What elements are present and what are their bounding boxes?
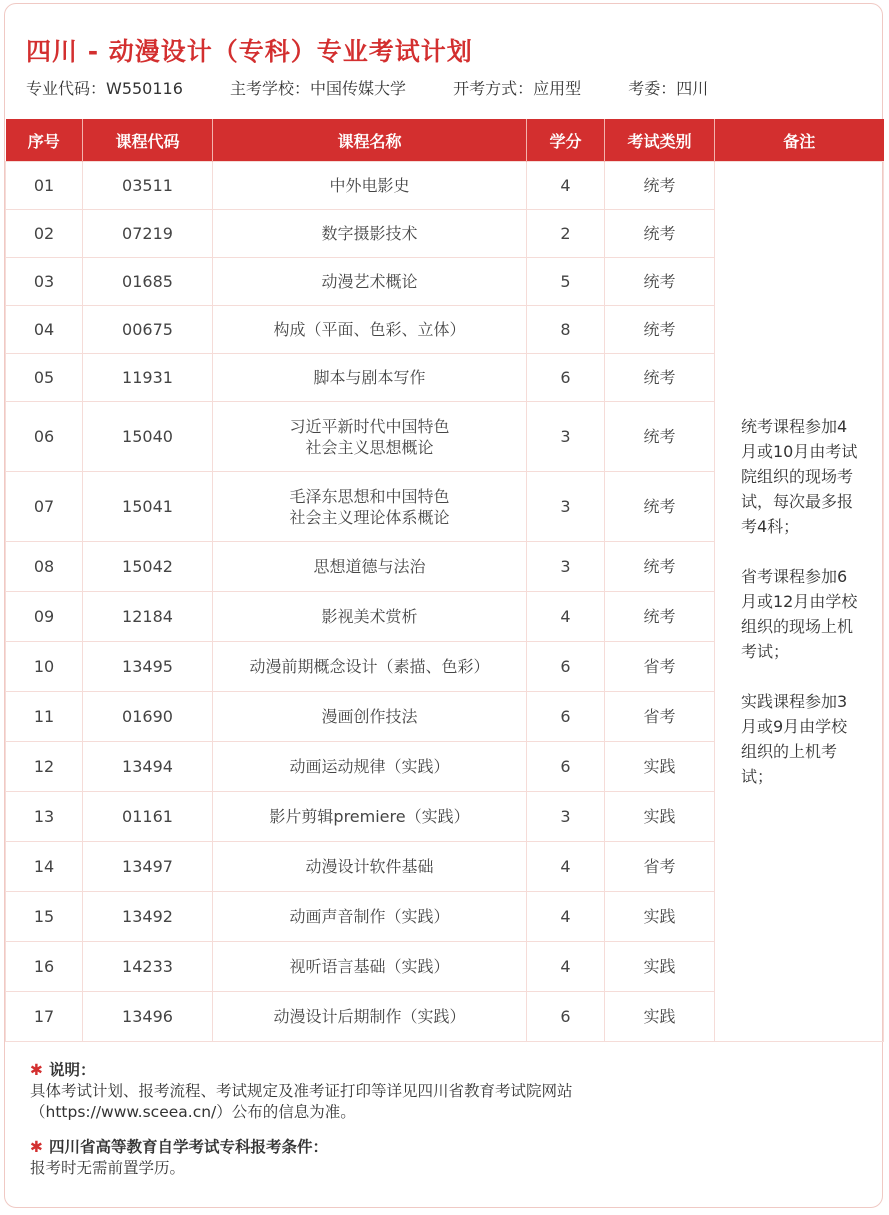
cell-type: 统考: [605, 306, 715, 354]
course-name: 漫画创作技法: [321, 707, 418, 726]
col-header-type: 考试类别: [605, 119, 715, 162]
course-name: 习近平新时代中国特色: [289, 416, 450, 436]
explanation-text-2: （https://www.sceea.cn/）公布的信息为准。: [30, 1103, 356, 1121]
host-school: 主考学校：中国传媒大学: [230, 79, 407, 98]
cell-type: 实践: [605, 892, 715, 942]
exam-mode: 开考方式：应用型: [453, 79, 582, 98]
cell-no: 11: [6, 692, 83, 742]
course-name: 毛泽东思想和中国特色: [289, 486, 450, 506]
cell-code: 13492: [83, 892, 213, 942]
col-header-no: 序号: [6, 119, 83, 162]
footer-notes: [30, 1060, 860, 1179]
star-icon: ✱: [30, 1061, 43, 1079]
cell-code: 07219: [83, 210, 213, 258]
cell-no: 06: [6, 402, 83, 472]
cell-type: 实践: [605, 792, 715, 842]
cell-no: 14: [6, 842, 83, 892]
cell-credit: 6: [527, 992, 605, 1042]
cell-type: 统考: [605, 210, 715, 258]
cell-name: [213, 642, 527, 692]
cell-credit: 3: [527, 472, 605, 542]
cell-credit: 6: [527, 354, 605, 402]
cell-credit: 2: [527, 210, 605, 258]
cell-code: 13496: [83, 992, 213, 1042]
col-header-note: 备注: [715, 119, 884, 162]
cell-type: 实践: [605, 742, 715, 792]
cell-type: 省考: [605, 642, 715, 692]
cell-credit: 6: [527, 692, 605, 742]
cell-type: 统考: [605, 258, 715, 306]
cell-no: 10: [6, 642, 83, 692]
exam-committee: 考委：四川: [628, 79, 709, 98]
course-name-line2: 社会主义思想概论: [305, 437, 434, 457]
cell-name: [213, 992, 527, 1042]
cell-code: 01690: [83, 692, 213, 742]
cell-no: 15: [6, 892, 83, 942]
cell-credit: 3: [527, 402, 605, 472]
cell-type: 实践: [605, 992, 715, 1042]
cell-no: 16: [6, 942, 83, 992]
cell-credit: 8: [527, 306, 605, 354]
cell-name: [213, 210, 527, 258]
cell-credit: 6: [527, 642, 605, 692]
remarks-cell: [715, 162, 884, 1042]
cell-credit: 4: [527, 842, 605, 892]
cell-no: 17: [6, 992, 83, 1042]
course-name: 动画运动规律（实践）: [289, 757, 450, 776]
course-name: 影视美术赏析: [321, 607, 418, 626]
course-name: 影片剪辑premiere（实践）: [269, 807, 470, 826]
conditions-heading: 四川省高等教育自学考试专科报考条件：: [49, 1138, 329, 1156]
cell-type: 统考: [605, 162, 715, 210]
cell-credit: 4: [527, 162, 605, 210]
cell-code: 01161: [83, 792, 213, 842]
cell-no: 09: [6, 592, 83, 642]
cell-name: [213, 692, 527, 742]
cell-code: 14233: [83, 942, 213, 992]
cell-code: 12184: [83, 592, 213, 642]
cell-code: 13495: [83, 642, 213, 692]
cell-credit: 5: [527, 258, 605, 306]
cell-code: 03511: [83, 162, 213, 210]
cell-name: [213, 842, 527, 892]
cell-name: [213, 742, 527, 792]
col-header-code: 课程代码: [83, 119, 213, 162]
cell-no: 03: [6, 258, 83, 306]
course-name: 数字摄影技术: [321, 224, 418, 243]
major-meta: [26, 76, 750, 99]
cell-credit: 6: [527, 742, 605, 792]
remark-p2: 省考课程参加6月或12月由学校组织的现场上机考试；: [741, 567, 858, 661]
course-name: 视听语言基础（实践）: [289, 957, 450, 976]
cell-name: [213, 892, 527, 942]
cell-type: 统考: [605, 354, 715, 402]
cell-code: 15042: [83, 542, 213, 592]
cell-credit: 4: [527, 592, 605, 642]
course-name: 思想道德与法治: [313, 557, 426, 576]
cell-name: [213, 542, 527, 592]
course-name: 构成（平面、色彩、立体）: [273, 320, 466, 339]
exam-plan-table: [5, 119, 884, 1042]
cell-code: 15041: [83, 472, 213, 542]
cell-name: [213, 592, 527, 642]
cell-type: 统考: [605, 402, 715, 472]
col-header-credit: 学分: [527, 119, 605, 162]
remark-p3: 实践课程参加3月或9月由学校组织的上机考试；: [741, 692, 848, 786]
cell-type: 省考: [605, 692, 715, 742]
cell-name: [213, 792, 527, 842]
cell-type: 统考: [605, 472, 715, 542]
explanation-heading: 说明：: [49, 1061, 96, 1079]
cell-name: [213, 306, 527, 354]
cell-code: 15040: [83, 402, 213, 472]
star-icon: ✱: [30, 1138, 43, 1156]
page-title: 四川 - 动漫设计（专科）专业考试计划: [26, 37, 473, 66]
cell-type: 统考: [605, 542, 715, 592]
cell-name: [213, 942, 527, 992]
cell-credit: 3: [527, 792, 605, 842]
cell-code: 13494: [83, 742, 213, 792]
course-name: 动漫设计后期制作（实践）: [273, 1007, 466, 1026]
cell-type: 省考: [605, 842, 715, 892]
course-name: 动漫艺术概论: [321, 272, 418, 291]
cell-no: 08: [6, 542, 83, 592]
course-name: 动漫前期概念设计（素描、色彩）: [249, 657, 490, 676]
table-header-row: [6, 119, 884, 162]
course-name-line2: 社会主义理论体系概论: [289, 507, 450, 527]
conditions-text: 报考时无需前置学历。: [30, 1159, 186, 1177]
footer-explanation: [30, 1060, 860, 1123]
remark-p1: 统考课程参加4月或10月由考试院组织的现场考试，每次最多报考4科；: [741, 417, 858, 536]
course-name: 中外电影史: [329, 176, 410, 195]
cell-name: [213, 162, 527, 210]
course-name: 动画声音制作（实践）: [289, 907, 450, 926]
cell-no: 02: [6, 210, 83, 258]
cell-code: 00675: [83, 306, 213, 354]
cell-type: 统考: [605, 592, 715, 642]
footer-conditions: [30, 1137, 860, 1179]
course-name: 脚本与剧本写作: [313, 368, 426, 387]
cell-no: 07: [6, 472, 83, 542]
major-code: 专业代码：W550116: [26, 79, 183, 98]
cell-code: 13497: [83, 842, 213, 892]
cell-name: [213, 402, 527, 472]
cell-no: 04: [6, 306, 83, 354]
cell-credit: 3: [527, 542, 605, 592]
cell-name: [213, 258, 527, 306]
cell-no: 13: [6, 792, 83, 842]
col-header-name: 课程名称: [213, 119, 527, 162]
cell-credit: 4: [527, 942, 605, 992]
cell-code: 11931: [83, 354, 213, 402]
table-row: [6, 162, 884, 210]
cell-code: 01685: [83, 258, 213, 306]
cell-no: 05: [6, 354, 83, 402]
cell-type: 实践: [605, 942, 715, 992]
explanation-text-1: 具体考试计划、报考流程、考试规定及准考证打印等详见四川省教育考试院网站: [30, 1082, 573, 1100]
cell-credit: 4: [527, 892, 605, 942]
cell-no: 12: [6, 742, 83, 792]
cell-name: [213, 354, 527, 402]
cell-no: 01: [6, 162, 83, 210]
course-name: 动漫设计软件基础: [305, 857, 434, 876]
cell-name: [213, 472, 527, 542]
